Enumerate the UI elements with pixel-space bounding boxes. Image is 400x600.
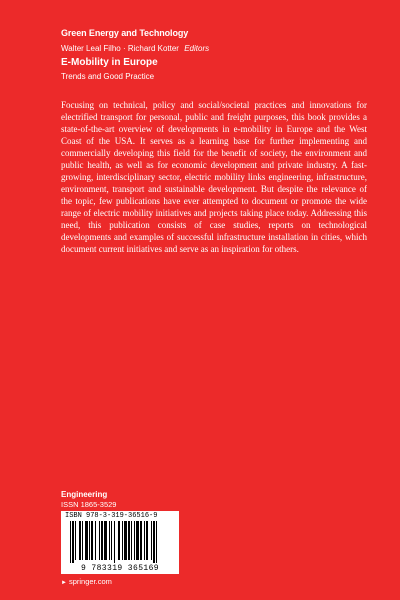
barcode-bar [124, 521, 127, 560]
book-title: E-Mobility in Europe [61, 57, 158, 68]
barcode-bar [101, 521, 103, 560]
subject-category: Engineering [61, 490, 108, 499]
barcode-bar [144, 521, 145, 560]
publisher-url: springer.com [68, 577, 112, 586]
barcode-block [61, 511, 179, 574]
barcode-bar [109, 521, 110, 560]
barcode-bar [70, 521, 71, 563]
barcode-bar [99, 521, 100, 560]
barcode-bar [85, 521, 88, 560]
barcode-bar [136, 521, 139, 560]
series-title: Green Energy and Technology [61, 28, 189, 38]
barcode-bar [156, 521, 157, 563]
barcode-bar [131, 521, 132, 560]
publisher-link[interactable] [61, 577, 112, 586]
barcode-bar [79, 521, 81, 560]
barcode-bar [122, 521, 123, 560]
book-description: Focusing on technical, policy and social/societal practices and innovations for electrified transport for personal, public and freight purposes, this book provides a state-of-the-art overview of developments in e-mobility in Europe and the West Coast of the USA. It serves as a learning base for further implementing and commercially developing this field for the benefit of society, the environment and public health, as well as for economic development and private industry. A fast-growing, interdisciplinary sector, electric mobility links engineering, infrastructure, environment, transport and sustainable development. But despite the relevance of the topic, few publications have ever attempted to document or promote the wide range of electric mobility initiatives and projects taking place today. Addressing this need, this publication consists of case studies, reports on technological developments and examples of successful infrastructure installation in cities, which document current initiatives and serve as an inspiration for others. [61, 100, 367, 254]
barcode-bar [146, 521, 148, 560]
barcode-bar [82, 521, 83, 560]
barcode-bar [89, 521, 90, 560]
barcode-bar [134, 521, 135, 560]
editors-label: Editors [184, 44, 210, 53]
barcode-icon [70, 521, 170, 563]
editors-line [61, 44, 209, 53]
isbn-label: ISBN 978-3-319-36516-9 [65, 512, 158, 520]
issn-number: ISSN 1865-3529 [61, 500, 117, 509]
barcode-bar [75, 521, 76, 560]
barcode-bar [111, 521, 112, 560]
book-subtitle: Trends and Good Practice [61, 72, 155, 81]
barcode-bar [114, 521, 115, 563]
barcode-bar [104, 521, 107, 560]
barcode-bar [153, 521, 155, 563]
editor-names: Walter Leal Filho · Richard Kotter [61, 44, 179, 53]
barcode-digits: 9 783319 365169 [80, 564, 159, 573]
barcode-bar [95, 521, 96, 560]
barcode-bar [91, 521, 93, 560]
barcode-bar [72, 521, 74, 563]
arrow-right-icon: ► [61, 580, 67, 586]
barcode-bar [128, 521, 130, 560]
barcode-bar [140, 521, 142, 560]
barcode-bar [151, 521, 152, 560]
barcode-bar [118, 521, 120, 560]
